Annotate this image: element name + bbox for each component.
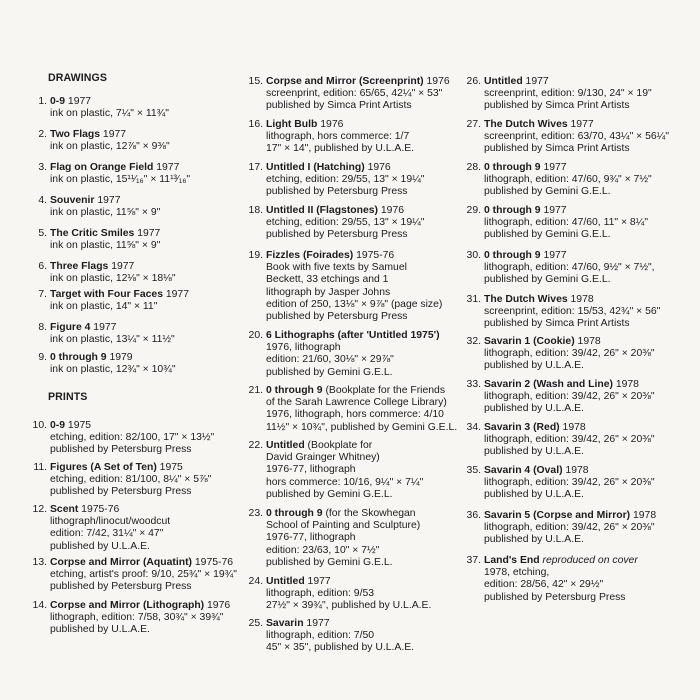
- entry-detail-line: screenprint, edition: 15/53, 42¾" × 56": [484, 306, 661, 318]
- entry-body: [266, 250, 460, 323]
- entry-number: 31.: [466, 294, 481, 305]
- entry-detail-line: 11½" × 10¾", published by Gemini G.E.L.: [266, 421, 458, 433]
- entry-title: Target with Four Faces: [50, 289, 163, 300]
- entry-title-line: [50, 261, 242, 273]
- entry-detail-line: edition of 250, 13⅛" × 9⅞" (page size): [266, 298, 443, 310]
- entry-title-rest: 1977: [540, 205, 567, 216]
- entry-title: Flag on Orange Field: [50, 162, 154, 173]
- entry-title-rest: 1977: [162, 289, 189, 300]
- entry-title-line: [484, 336, 696, 348]
- entry-number: 5.: [38, 228, 47, 239]
- entry-title-line: [484, 162, 696, 174]
- entry-title-rest: 1977: [540, 162, 567, 173]
- entry-title: Savarin 3 (Red): [484, 422, 560, 433]
- catalog-entry: [32, 462, 242, 499]
- entry-body: [50, 352, 242, 376]
- entry-detail-line: published by U.L.A.E.: [484, 534, 584, 546]
- entry-title-line: [266, 618, 460, 630]
- entry-title-line: [50, 195, 242, 207]
- entry-detail-line: lithograph, hors commerce: 1/7: [266, 131, 410, 143]
- entry-title: Untitled I (Hatching): [266, 162, 365, 173]
- entry-title-line: [266, 508, 460, 520]
- entry-body: [266, 162, 460, 199]
- entry-body: [50, 129, 242, 153]
- section-heading-drawings: DRAWINGS: [48, 72, 108, 84]
- entry-title: Untitled: [266, 440, 305, 451]
- catalog-entry: [32, 420, 242, 457]
- entry-number: 11.: [33, 462, 47, 473]
- entry-title-rest: 1978: [630, 510, 657, 521]
- entry-title-rest: 1977: [522, 76, 549, 87]
- entry-title-line: [266, 250, 460, 262]
- entry-detail-line: lithograph, edition: 39/42, 26" × 20⅜": [484, 522, 655, 534]
- entry-title-rest: 1975: [156, 462, 183, 473]
- entry-title-rest: 1977: [153, 162, 180, 173]
- entry-detail-line: ink on plastic, 12¾" × 10¾": [50, 364, 176, 376]
- catalog-entry: [466, 205, 696, 242]
- catalog-entry: [466, 119, 696, 156]
- entry-title-rest: 1976: [378, 205, 405, 216]
- entry-body: [50, 261, 242, 285]
- entry-title: 0 through 9: [266, 508, 323, 519]
- entry-detail-line: 17" × 14", published by U.L.A.E.: [266, 143, 415, 155]
- entry-body: [484, 162, 696, 199]
- entry-detail-line: 1976, lithograph, hors commerce: 4/10: [266, 409, 444, 421]
- entry-detail-line: etching, edition: 81/100, 8¼" × 5⅞": [50, 474, 212, 486]
- entry-detail-line: ink on plastic, 12⅞" × 9⅜": [50, 141, 170, 153]
- entry-detail-line: ink on plastic, 14" × 11": [50, 301, 158, 313]
- entry-detail-line: published by Petersburg Press: [266, 311, 408, 323]
- entry-body: [50, 420, 242, 457]
- entry-body: [50, 96, 242, 120]
- entry-number: 27.: [466, 119, 481, 130]
- entry-detail-line: ink on plastic, 7¼" × 11¾": [50, 108, 169, 120]
- entry-body: [50, 504, 242, 553]
- entry-body: [50, 195, 242, 219]
- entry-detail-line: published by U.L.A.E.: [484, 360, 584, 372]
- entry-title: Land's End: [484, 555, 540, 566]
- catalog-entry: [248, 330, 460, 379]
- entry-detail-line: lithograph, edition: 39/42, 26" × 20⅜": [484, 348, 655, 360]
- entry-title-rest: 1978: [574, 336, 601, 347]
- entry-title-line: [50, 420, 242, 432]
- entry-detail-line: lithograph, edition: 9/53: [266, 588, 375, 600]
- entry-number: 32.: [466, 336, 481, 347]
- entry-detail-line: published by Simca Print Artists: [484, 143, 630, 155]
- entry-detail-line: David Grainger Whitney): [266, 452, 380, 464]
- entry-detail-line: published by Gemini G.E.L.: [484, 274, 611, 286]
- catalog-entry: [32, 162, 242, 186]
- catalog-entry: [32, 261, 242, 285]
- entry-title-line: [484, 555, 696, 567]
- entry-title-rest: 1977: [304, 576, 331, 587]
- entry-detail-line: published by Simca Print Artists: [484, 100, 630, 112]
- entry-title-line: [266, 385, 460, 397]
- entry-number: 26.: [466, 76, 481, 87]
- entry-title: Souvenir: [50, 195, 95, 206]
- entry-body: [266, 76, 460, 113]
- entry-title-rest: 1975: [65, 420, 92, 431]
- entry-body: [50, 557, 242, 594]
- entry-title: Figure 4: [50, 322, 91, 333]
- entry-number: 22.: [248, 440, 263, 451]
- catalog-entry: [248, 162, 460, 199]
- entry-number: 34.: [466, 422, 481, 433]
- entry-title: The Dutch Wives: [484, 119, 568, 130]
- entry-body: [484, 76, 696, 113]
- catalog-entry: [466, 555, 696, 604]
- entry-detail-line: 1976, lithograph: [266, 342, 341, 354]
- entry-title: 0 through 9: [50, 352, 107, 363]
- entry-title: Two Flags: [50, 129, 101, 140]
- entry-title: Savarin 5 (Corpse and Mirror): [484, 510, 631, 521]
- entry-title-rest: 1977: [108, 261, 135, 272]
- entry-detail-line: etching, edition: 29/55, 13" × 19¼": [266, 174, 425, 186]
- entry-title: Untitled: [266, 576, 305, 587]
- entry-title-line: [50, 289, 242, 301]
- entry-title-rest: 1978: [559, 422, 586, 433]
- entry-detail-line: published by Gemini G.E.L.: [484, 229, 611, 241]
- entry-title-rest: 1977: [303, 618, 330, 629]
- entry-title: 0-9: [50, 96, 66, 107]
- entry-title-line: [50, 322, 242, 334]
- entry-body: [484, 422, 696, 459]
- catalog-entry: [32, 504, 242, 553]
- entry-number: 35.: [466, 465, 481, 476]
- entry-detail-line: published by Petersburg Press: [50, 581, 192, 593]
- entry-title-rest: (Bookplate for the Friends: [322, 385, 446, 396]
- catalog-entry: [32, 129, 242, 153]
- entry-title-line: [50, 557, 242, 569]
- entry-detail-line: published by U.L.A.E.: [484, 446, 584, 458]
- entry-detail-line: published by Petersburg Press: [266, 229, 408, 241]
- entry-detail-line: published by U.L.A.E.: [50, 624, 150, 636]
- entry-title-rest: 1977: [90, 322, 117, 333]
- entry-detail-line: edition: 28/56, 42" × 29½": [484, 579, 604, 591]
- entry-body: [50, 228, 242, 252]
- entry-title-rest: 1975-76: [353, 250, 395, 261]
- entry-number: 21.: [248, 385, 263, 396]
- entry-title-line: [484, 205, 696, 217]
- catalog-entry: [248, 119, 460, 156]
- entry-title-line: [484, 422, 696, 434]
- entry-title-line: [484, 379, 696, 391]
- catalog-entry: [248, 385, 460, 434]
- entry-title-rest: 1975-76: [192, 557, 234, 568]
- entry-title-rest: 1977: [65, 96, 92, 107]
- entry-number: 2.: [38, 129, 47, 140]
- entry-number: 29.: [466, 205, 481, 216]
- entry-title: Untitled II (Flagstones): [266, 205, 378, 216]
- entry-detail-line: lithograph, edition: 39/42, 26" × 20⅜": [484, 477, 655, 489]
- entry-detail-line: published by Petersburg Press: [50, 444, 192, 456]
- entry-title: 0 through 9: [266, 385, 323, 396]
- entry-title: Figures (A Set of Ten): [50, 462, 157, 473]
- catalog-entry: [32, 322, 242, 346]
- entry-body: [266, 440, 460, 501]
- catalog-entry: [466, 422, 696, 459]
- entry-title-line: [50, 228, 242, 240]
- entry-number: 13.: [32, 557, 47, 568]
- entry-title-line: [266, 119, 460, 131]
- entry-number: 6.: [38, 261, 47, 272]
- entry-title-rest: 1977: [540, 250, 567, 261]
- entry-title-rest: 1976: [204, 600, 231, 611]
- catalog-entry: [248, 76, 460, 113]
- entry-body: [484, 379, 696, 416]
- entry-detail-line: 27½" × 39¾", published by U.L.A.E.: [266, 600, 432, 612]
- entry-title-rest: 1979: [106, 352, 133, 363]
- entry-title: Corpse and Mirror (Lithograph): [50, 600, 205, 611]
- entry-detail-line: etching, edition: 82/100, 17" × 13½": [50, 432, 215, 444]
- entry-title-line: [50, 129, 242, 141]
- entry-detail-line: 45" × 35", published by U.L.A.E.: [266, 642, 415, 654]
- entry-detail-line: published by Simca Print Artists: [266, 100, 412, 112]
- entry-detail-line: screenprint, edition: 65/65, 42¼" × 53": [266, 88, 443, 100]
- entry-title: Three Flags: [50, 261, 109, 272]
- catalog-entry: [32, 195, 242, 219]
- entry-title: Corpse and Mirror (Screenprint): [266, 76, 424, 87]
- entry-title-line: [50, 96, 242, 108]
- entry-title: Scent: [50, 504, 79, 515]
- entry-title-rest: 1976: [317, 119, 344, 130]
- entry-detail-line: published by U.L.A.E.: [484, 489, 584, 501]
- entry-number: 15.: [248, 76, 263, 87]
- catalog-entry: [466, 379, 696, 416]
- entry-body: [50, 322, 242, 346]
- entry-title-line: [266, 205, 460, 217]
- entry-body: [50, 462, 242, 499]
- entry-title-rest: 1976: [423, 76, 450, 87]
- entry-detail-line: 1976-77, lithograph: [266, 532, 356, 544]
- entry-detail-line: edition: 21/60, 30⅛" × 29⅞": [266, 354, 394, 366]
- entry-body: [484, 205, 696, 242]
- entry-title-line: [484, 510, 696, 522]
- entry-title-rest: 1978: [567, 294, 594, 305]
- entry-detail-line: Beckett, 33 etchings and 1: [266, 274, 389, 286]
- entry-title: Savarin: [266, 618, 304, 629]
- entry-number: 25.: [248, 618, 263, 629]
- entry-title-line: [484, 119, 696, 131]
- entry-number: 16.: [248, 119, 263, 130]
- entry-detail-line: lithograph, edition: 7/50: [266, 630, 375, 642]
- entry-title-rest: 1977: [100, 129, 127, 140]
- entry-body: [484, 555, 696, 604]
- entry-body: [484, 465, 696, 502]
- entry-body: [50, 289, 242, 313]
- entry-body: [484, 294, 696, 331]
- entry-number: 4.: [38, 195, 47, 206]
- entry-title: The Dutch Wives: [484, 294, 568, 305]
- entry-detail-line: School of Painting and Sculpture): [266, 520, 421, 532]
- entry-number: 23.: [248, 508, 263, 519]
- catalog-entry: [32, 352, 242, 376]
- entry-title: 0 through 9: [484, 250, 541, 261]
- entry-body: [266, 576, 460, 613]
- entry-detail-line: etching, artist's proof: 9/10, 25¾" × 19¾": [50, 569, 237, 581]
- catalog-entry: [248, 508, 460, 569]
- entry-detail-line: lithograph, edition: 7/58, 30¾" × 39¾": [50, 612, 224, 624]
- entry-title: Untitled: [484, 76, 523, 87]
- entry-number: 28.: [466, 162, 481, 173]
- entry-number: 3.: [38, 162, 47, 173]
- entry-title-line: [484, 294, 696, 306]
- entry-detail-line: ink on plastic, 11⅝" × 9": [50, 207, 161, 219]
- entry-detail-line: screenprint, edition: 9/130, 24" × 19": [484, 88, 652, 100]
- catalog-entry: [248, 440, 460, 501]
- entry-title-line: [50, 162, 242, 174]
- entry-title: The Critic Smiles: [50, 228, 135, 239]
- entry-title-rest: 1977: [567, 119, 594, 130]
- entry-title-line: [50, 352, 242, 364]
- entry-title-line: [484, 250, 696, 262]
- entry-body: [484, 119, 696, 156]
- catalog-entry: [466, 510, 696, 547]
- entry-body: [50, 600, 242, 637]
- entry-title-rest: (Bookplate for: [304, 440, 373, 451]
- catalog-entry: [466, 336, 696, 373]
- entry-detail-line: 1976-77, lithograph: [266, 464, 356, 476]
- catalog-entry: [32, 228, 242, 252]
- entry-title: 0 through 9: [484, 162, 541, 173]
- entry-title-rest: 1975-76: [78, 504, 120, 515]
- entry-title: Savarin 4 (Oval): [484, 465, 563, 476]
- entry-detail-line: published by Petersburg Press: [50, 486, 192, 498]
- entry-number: 1.: [38, 96, 47, 107]
- entry-body: [266, 385, 460, 434]
- catalog-entry: [248, 618, 460, 655]
- entry-title: 0 through 9: [484, 205, 541, 216]
- section-heading-prints: PRINTS: [48, 391, 88, 403]
- entry-detail-line: ink on plastic, 11⅝" × 9": [50, 240, 161, 252]
- entry-title-line: [50, 600, 242, 612]
- entry-title: 0-9: [50, 420, 66, 431]
- entry-detail-line: ink on plastic, 15¹¹⁄₁₆" × 11¹³⁄₁₆": [50, 174, 191, 186]
- entry-body: [484, 336, 696, 373]
- entry-detail-line: lithograph/linocut/woodcut: [50, 516, 171, 528]
- entry-body: [50, 162, 242, 186]
- catalog-entry: [32, 557, 242, 594]
- entry-detail-line: ink on plastic, 13¼" × 11½": [50, 334, 175, 346]
- catalog-entry: [466, 250, 696, 287]
- entry-detail-line: ink on plastic, 12⅛" × 18⅛": [50, 273, 176, 285]
- entry-body: [484, 510, 696, 547]
- entry-detail-line: published by Gemini G.E.L.: [266, 556, 393, 568]
- entry-body: [266, 205, 460, 242]
- catalog-entry: [248, 250, 460, 323]
- entry-detail-line: lithograph, edition: 39/42, 26" × 20⅜": [484, 434, 655, 446]
- entry-detail-line: published by Gemini G.E.L.: [266, 488, 393, 500]
- entry-detail-line: published by Simca Print Artists: [484, 318, 630, 330]
- entry-detail-line: lithograph, edition: 47/60, 9¾" × 7½": [484, 174, 652, 186]
- entry-title-rest: 1978: [612, 379, 639, 390]
- entry-detail-line: lithograph, edition: 47/60, 9½" × 7½",: [484, 262, 655, 274]
- entry-number: 8.: [38, 322, 47, 333]
- entry-title: Savarin 1 (Cookie): [484, 336, 575, 347]
- entry-number: 24.: [248, 576, 263, 587]
- entry-title-rest: (for the Skowhegan: [322, 508, 416, 519]
- entry-number: 30.: [466, 250, 481, 261]
- entry-detail-line: published by U.L.A.E.: [50, 540, 150, 552]
- entry-detail-line: published by Petersburg Press: [484, 591, 626, 603]
- entry-title-line: [266, 162, 460, 174]
- entry-number: 33.: [466, 379, 481, 390]
- catalog-entry: [32, 289, 242, 313]
- entry-title-line: [484, 465, 696, 477]
- entry-title-rest: 1977: [94, 195, 121, 206]
- entry-title-rest: reproduced on cover: [539, 555, 638, 566]
- catalog-entry: [466, 465, 696, 502]
- entry-detail-line: screenprint, edition: 63/70, 43¼" × 56¼": [484, 131, 670, 143]
- entry-detail-line: edition: 7/42, 31¼" × 47": [50, 528, 164, 540]
- entry-number: 37.: [466, 555, 481, 566]
- entry-body: [266, 330, 460, 379]
- catalog-entry: [32, 600, 242, 637]
- catalog-entry: [466, 76, 696, 113]
- entry-title: Fizzles (Foirades): [266, 250, 354, 261]
- entry-number: 36.: [466, 510, 481, 521]
- entry-title-line: [266, 330, 460, 342]
- entry-number: 7.: [38, 289, 47, 300]
- catalog-entry: [248, 576, 460, 613]
- entry-detail-line: published by U.L.A.E.: [484, 403, 584, 415]
- entry-title-line: [266, 76, 460, 88]
- entry-title-line: [484, 76, 696, 88]
- entry-title-rest: 1978: [562, 465, 589, 476]
- entry-title-line: [50, 462, 242, 474]
- entry-number: 14.: [32, 600, 47, 611]
- entry-body: [484, 250, 696, 287]
- entry-number: 18.: [248, 205, 263, 216]
- entry-title-rest: 1977: [134, 228, 161, 239]
- entry-number: 20.: [248, 330, 263, 341]
- entry-detail-line: lithograph, edition: 39/42, 26" × 20⅜": [484, 391, 655, 403]
- entry-detail-line: Book with five texts by Samuel: [266, 262, 407, 274]
- entry-detail-line: of the Sarah Lawrence College Library): [266, 397, 447, 409]
- entry-number: 17.: [248, 162, 263, 173]
- catalog-entry: [32, 96, 242, 120]
- entry-detail-line: etching, edition: 29/55, 13" × 19¼": [266, 217, 425, 229]
- entry-title: Savarin 2 (Wash and Line): [484, 379, 613, 390]
- entry-number: 9.: [38, 352, 47, 363]
- entry-detail-line: hors commerce: 10/16, 9¼" × 7¼": [266, 476, 424, 488]
- entry-detail-line: published by Petersburg Press: [266, 186, 408, 198]
- entry-number: 12.: [32, 504, 47, 515]
- entry-body: [266, 618, 460, 655]
- entry-detail-line: lithograph, edition: 47/60, 11" × 8¼": [484, 217, 649, 229]
- entry-number: 19.: [248, 250, 263, 261]
- entry-title-line: [266, 576, 460, 588]
- entry-detail-line: edition: 23/63, 10" × 7½": [266, 544, 380, 556]
- entry-title: Corpse and Mirror (Aquatint): [50, 557, 193, 568]
- catalog-entry: [248, 205, 460, 242]
- entry-title: Light Bulb: [266, 119, 318, 130]
- entry-detail-line: published by Gemini G.E.L.: [266, 366, 393, 378]
- catalog-entry: [466, 294, 696, 331]
- entry-number: 10.: [32, 420, 47, 431]
- entry-title-line: [266, 440, 460, 452]
- entry-title: 6 Lithographs (after 'Untitled 1975'): [266, 330, 440, 341]
- entry-body: [266, 119, 460, 156]
- entry-detail-line: lithograph by Jasper Johns: [266, 286, 391, 298]
- entry-title-rest: 1976: [364, 162, 391, 173]
- entry-body: [266, 508, 460, 569]
- entry-detail-line: 1978, etching,: [484, 567, 550, 579]
- catalog-entry: [466, 162, 696, 199]
- entry-detail-line: published by Gemini G.E.L.: [484, 186, 611, 198]
- entry-title-line: [50, 504, 242, 516]
